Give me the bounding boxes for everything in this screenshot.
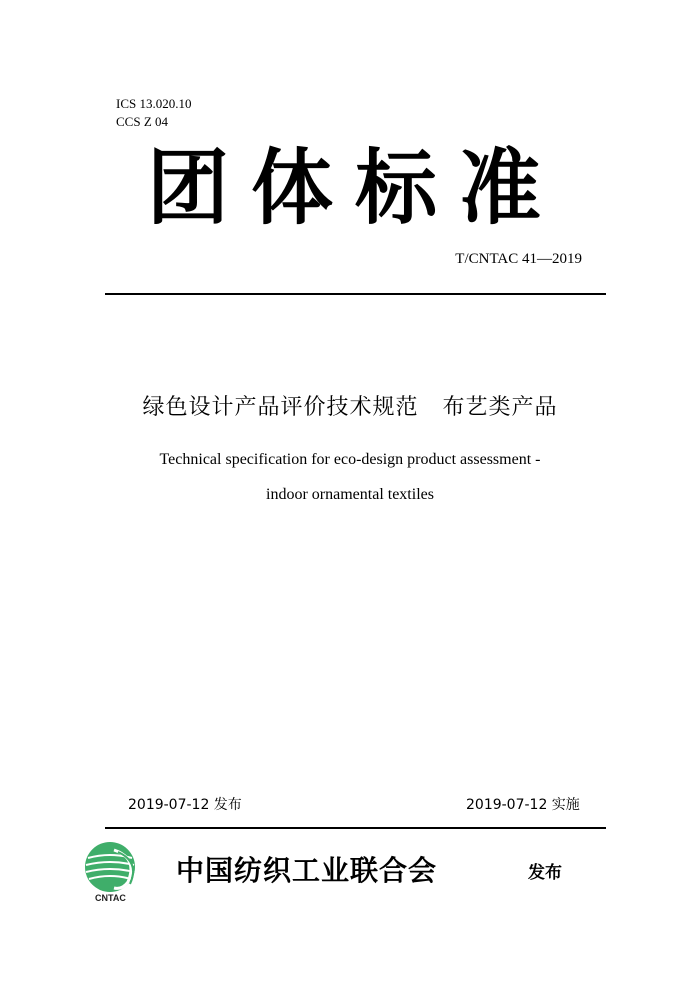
top-divider <box>105 293 606 295</box>
standard-number: T/CNTAC 41—2019 <box>455 251 582 267</box>
logo-label: CNTAC <box>95 893 126 903</box>
chinese-title <box>0 390 700 421</box>
chinese-title-part2: 布艺类产品 <box>442 395 558 420</box>
document-type-title: 团体标准 <box>146 140 563 236</box>
bottom-divider <box>105 827 606 829</box>
english-title-line2: indoor ornamental textiles <box>266 486 434 503</box>
issuer-suffix: 发布 <box>528 863 562 883</box>
implement-date: 2019-07-12 实施 <box>466 797 580 813</box>
cntac-logo-icon <box>84 838 142 896</box>
ccs-code: CCS Z 04 <box>116 114 169 129</box>
chinese-title-part1: 绿色设计产品评价技术规范 <box>142 395 419 420</box>
issuer-name: 中国纺织工业联合会 <box>176 854 438 887</box>
publish-date: 2019-07-12 发布 <box>128 797 242 813</box>
english-title-line1: Technical specification for eco-design product assessment - <box>159 451 541 468</box>
ics-code: ICS 13.020.10 <box>116 96 192 111</box>
